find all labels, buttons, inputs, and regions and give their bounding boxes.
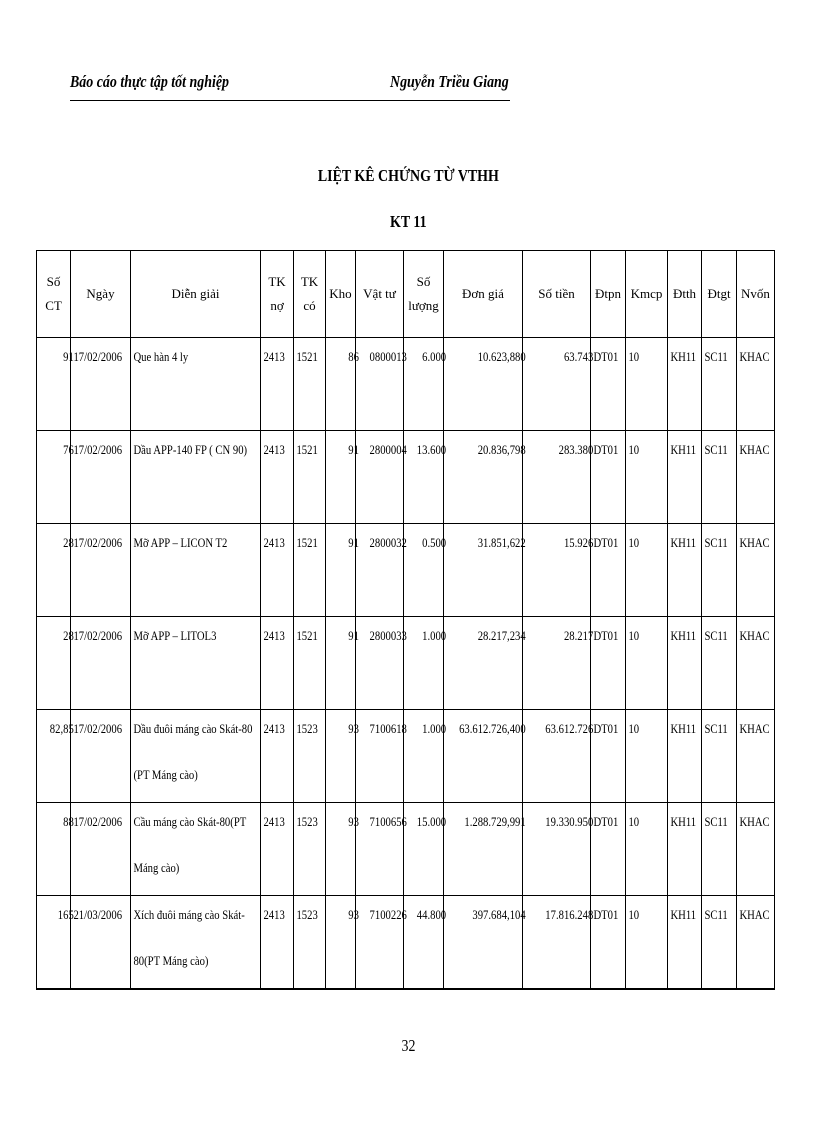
cell-text: 1523 (296, 721, 318, 736)
cell-text: 2413 (263, 721, 285, 736)
cell-text: KH11 (670, 721, 697, 736)
cell-text: KHAC (739, 907, 770, 922)
cell-kho (326, 710, 359, 803)
cell-ngay (71, 803, 131, 896)
cell-dtgt (702, 431, 737, 524)
cell-kho (326, 896, 359, 990)
cell-don-gia (444, 803, 526, 896)
cell-don-gia (444, 710, 526, 803)
cell-dtgt (702, 617, 737, 710)
table-body (37, 338, 775, 990)
cell-text: 10 (628, 628, 640, 643)
cell-dien-giai (131, 338, 261, 431)
document-title (0, 166, 816, 186)
cell-vat-tu (356, 524, 407, 617)
column-header: Đtgt (702, 251, 737, 338)
cell-text: 2413 (263, 628, 285, 643)
cell-text: 2800033 (369, 628, 407, 643)
cell-text: 1521 (296, 442, 318, 457)
cell-text: KHAC (739, 535, 770, 550)
cell-kmcp (626, 431, 668, 524)
cell-text: 10 (628, 442, 640, 457)
cell-text: 2413 (263, 907, 285, 922)
cell-text: 1.288.729,991 (464, 814, 526, 829)
table-row (37, 617, 775, 710)
table-row (37, 524, 775, 617)
cell-text: DT01 (593, 814, 619, 829)
cell-text: 28.217 (564, 628, 594, 643)
cell-text: DT01 (593, 535, 619, 550)
cell-nvon (737, 338, 775, 431)
cell-tk-no (261, 896, 294, 990)
cell-vat-tu (356, 896, 407, 990)
cell-text: 0800013 (369, 349, 407, 364)
cell-text: SC11 (704, 349, 728, 364)
cell-text: 93 (347, 907, 359, 922)
cell-dtgt (702, 338, 737, 431)
cell-don-gia (444, 431, 526, 524)
cell-text: 19.330.950 (545, 814, 594, 829)
cell-text: 28 (62, 628, 74, 643)
cell-text: 91 (347, 535, 359, 550)
column-header: Kmcp (626, 251, 668, 338)
cell-don-gia (444, 896, 526, 990)
cell-so-tien (523, 710, 594, 803)
cell-dtth (668, 896, 702, 990)
cell-text: KHAC (739, 628, 770, 643)
cell-text: KH11 (670, 814, 697, 829)
cell-nvon (737, 524, 775, 617)
cell-dtpn (591, 710, 626, 803)
cell-text: 2413 (263, 442, 285, 457)
cell-text: SC11 (704, 721, 728, 736)
cell-text: SC11 (704, 628, 728, 643)
cell-text: 17/02/2006 (73, 349, 123, 364)
cell-so-luong (404, 896, 447, 990)
cell-ngay (71, 617, 131, 710)
cell-text: DT01 (593, 721, 619, 736)
cell-text: 15.926 (564, 535, 594, 550)
cell-text: 2800032 (369, 535, 407, 550)
cell-so-tien (523, 338, 594, 431)
cell-ngay (71, 524, 131, 617)
page-number (0, 1036, 816, 1056)
cell-vat-tu (356, 617, 407, 710)
cell-so-tien (523, 617, 594, 710)
cell-text: 28.217,234 (477, 628, 526, 643)
cell-text: Que hàn 4 ly (133, 349, 189, 364)
column-header: Ngày (71, 251, 131, 338)
column-header: Số lượng (404, 251, 444, 338)
cell-text: KH11 (670, 628, 697, 643)
cell-text: 63.743 (564, 349, 594, 364)
cell-text: 1.000 (422, 721, 447, 736)
cell-so-ct (37, 524, 74, 617)
cell-so-luong (404, 803, 447, 896)
cell-text: 91 (62, 349, 74, 364)
table-header (37, 251, 775, 338)
column-header: Đtth (668, 251, 702, 338)
cell-text: 2413 (263, 349, 285, 364)
table-header-row (37, 251, 775, 338)
cell-don-gia (444, 617, 526, 710)
cell-vat-tu (356, 338, 407, 431)
cell-text: 1523 (296, 907, 318, 922)
cell-ngay (71, 710, 131, 803)
cell-text: 31.851,622 (477, 535, 526, 550)
cell-text: 86 (347, 349, 359, 364)
cell-kmcp (626, 617, 668, 710)
cell-text: 63.612.726,400 (458, 721, 526, 736)
page-number-text: 32 (401, 1036, 415, 1055)
cell-text: 15.000 (417, 814, 447, 829)
cell-text: 7100618 (369, 721, 407, 736)
cell-dtpn (591, 431, 626, 524)
column-header: Diễn giải (131, 251, 261, 338)
cell-ngay (71, 338, 131, 431)
cell-dtpn (591, 338, 626, 431)
cell-dtth (668, 617, 702, 710)
cell-don-gia (444, 338, 526, 431)
cell-text: 2800004 (369, 442, 407, 457)
voucher-table (36, 250, 775, 990)
column-header: Số CT (37, 251, 71, 338)
cell-so-ct (37, 896, 74, 990)
cell-text: 7100656 (369, 814, 407, 829)
cell-tk-co (294, 338, 326, 431)
cell-text: 1523 (296, 814, 318, 829)
table-row (37, 896, 775, 990)
header-report-title: Báo cáo thực tập tốt nghiệp (70, 72, 229, 91)
cell-so-luong (404, 431, 447, 524)
cell-nvon (737, 803, 775, 896)
cell-tk-no (261, 617, 294, 710)
cell-so-luong (404, 524, 447, 617)
cell-so-luong (404, 338, 447, 431)
cell-text: 1.000 (422, 628, 447, 643)
cell-text: KH11 (670, 442, 697, 457)
document-subtitle-text: KT 11 (389, 212, 427, 231)
column-header: Đtpn (591, 251, 626, 338)
cell-text: 17.816.248 (545, 907, 594, 922)
cell-kmcp (626, 524, 668, 617)
column-header: Vật tư (356, 251, 404, 338)
cell-dtth (668, 431, 702, 524)
cell-text: 397.684,104 (472, 907, 526, 922)
cell-tk-no (261, 524, 294, 617)
cell-kho (326, 617, 359, 710)
cell-so-ct (37, 710, 74, 803)
table-row (37, 431, 775, 524)
cell-ngay (71, 896, 131, 990)
cell-text: 91 (347, 442, 359, 457)
cell-text: 10 (628, 721, 640, 736)
cell-so-tien (523, 896, 594, 990)
cell-text: 13.600 (417, 442, 447, 457)
cell-text: 76 (62, 442, 74, 457)
cell-text: DT01 (593, 349, 619, 364)
cell-nvon (737, 896, 775, 990)
cell-dtpn (591, 803, 626, 896)
cell-text: 44.800 (417, 907, 447, 922)
cell-text: KHAC (739, 814, 770, 829)
column-header: Đơn giá (444, 251, 523, 338)
cell-so-ct (37, 803, 74, 896)
cell-dtgt (702, 710, 737, 803)
cell-dtpn (591, 617, 626, 710)
cell-dien-giai (131, 431, 261, 524)
document-title-text: LIỆT KÊ CHỨNG TỪ VTHH (317, 166, 499, 185)
cell-dtgt (702, 524, 737, 617)
column-header: TK nợ (261, 251, 294, 338)
cell-text: 17/02/2006 (73, 628, 123, 643)
cell-kmcp (626, 338, 668, 431)
cell-text: KH11 (670, 349, 697, 364)
column-header: Kho (326, 251, 356, 338)
cell-text: 82,85 (49, 721, 74, 736)
cell-dtth (668, 338, 702, 431)
cell-text: 93 (347, 814, 359, 829)
cell-dien-giai (131, 617, 261, 710)
cell-text: Dầu APP-140 FP ( CN 90) (133, 442, 248, 457)
cell-tk-no (261, 710, 294, 803)
cell-nvon (737, 710, 775, 803)
column-header: Nvốn (737, 251, 775, 338)
cell-text: 88 (62, 814, 74, 829)
cell-text: 10 (628, 907, 640, 922)
cell-text: DT01 (593, 442, 619, 457)
cell-text: Cầu máng cào Skát-80(PT Máng cào) (133, 814, 247, 875)
cell-text: 17/02/2006 (73, 721, 123, 736)
cell-tk-co (294, 710, 326, 803)
cell-nvon (737, 617, 775, 710)
cell-text: Mỡ APP – LICON T2 (133, 535, 228, 550)
cell-text: 20.836,798 (477, 442, 526, 457)
cell-tk-co (294, 524, 326, 617)
cell-kmcp (626, 803, 668, 896)
cell-vat-tu (356, 803, 407, 896)
cell-dtpn (591, 896, 626, 990)
cell-text: 2413 (263, 814, 285, 829)
cell-dien-giai (131, 896, 261, 990)
cell-so-tien (523, 524, 594, 617)
cell-text: 17/02/2006 (73, 442, 123, 457)
cell-nvon (737, 431, 775, 524)
cell-tk-no (261, 803, 294, 896)
cell-text: KH11 (670, 535, 697, 550)
cell-so-ct (37, 338, 74, 431)
cell-tk-co (294, 896, 326, 990)
cell-text: 10 (628, 349, 640, 364)
cell-text: 1521 (296, 535, 318, 550)
cell-text: 165 (57, 907, 74, 922)
cell-tk-no (261, 431, 294, 524)
cell-kho (326, 524, 359, 617)
cell-text: 21/03/2006 (73, 907, 123, 922)
cell-dtth (668, 803, 702, 896)
cell-text: SC11 (704, 814, 728, 829)
document-subtitle (0, 212, 816, 232)
cell-dien-giai (131, 803, 261, 896)
cell-text: 17/02/2006 (73, 535, 123, 550)
table-row (37, 803, 775, 896)
cell-text: 28 (62, 535, 74, 550)
cell-dien-giai (131, 524, 261, 617)
cell-text: 2413 (263, 535, 285, 550)
cell-text: SC11 (704, 442, 728, 457)
cell-so-luong (404, 617, 447, 710)
cell-text: 93 (347, 721, 359, 736)
cell-ngay (71, 431, 131, 524)
cell-text: Mỡ APP – LITOL3 (133, 628, 217, 643)
cell-text: 1521 (296, 349, 318, 364)
cell-so-luong (404, 710, 447, 803)
cell-text: 91 (347, 628, 359, 643)
header-author: Nguyễn Triều Giang (390, 72, 509, 91)
cell-text: 10 (628, 535, 640, 550)
cell-text: Dầu đuôi máng cào Skát-80 (PT Máng cào) (133, 721, 253, 782)
cell-dtth (668, 710, 702, 803)
cell-text: 0.500 (422, 535, 447, 550)
cell-text: SC11 (704, 535, 728, 550)
cell-dtgt (702, 803, 737, 896)
cell-kho (326, 338, 359, 431)
cell-text: 10 (628, 814, 640, 829)
column-header: TK có (294, 251, 326, 338)
page-header (70, 70, 510, 101)
cell-dtth (668, 524, 702, 617)
cell-so-tien (523, 803, 594, 896)
column-header: Số tiền (523, 251, 591, 338)
cell-text: 17/02/2006 (73, 814, 123, 829)
cell-kho (326, 431, 359, 524)
cell-text: KH11 (670, 907, 697, 922)
cell-kho (326, 803, 359, 896)
cell-text: KHAC (739, 349, 770, 364)
cell-vat-tu (356, 431, 407, 524)
cell-so-tien (523, 431, 594, 524)
cell-dtpn (591, 524, 626, 617)
cell-kmcp (626, 896, 668, 990)
cell-text: DT01 (593, 628, 619, 643)
cell-tk-co (294, 617, 326, 710)
cell-text: Xích đuôi máng cào Skát-80(PT Máng cào) (133, 907, 245, 968)
cell-text: 10.623,880 (477, 349, 526, 364)
cell-tk-co (294, 803, 326, 896)
cell-text: 7100226 (369, 907, 407, 922)
cell-text: DT01 (593, 907, 619, 922)
cell-text: 6.000 (422, 349, 447, 364)
table-row (37, 338, 775, 431)
cell-text: SC11 (704, 907, 728, 922)
cell-dien-giai (131, 710, 261, 803)
table-row (37, 710, 775, 803)
cell-text: KHAC (739, 721, 770, 736)
cell-tk-co (294, 431, 326, 524)
cell-text: 1521 (296, 628, 318, 643)
cell-so-ct (37, 617, 74, 710)
cell-text: KHAC (739, 442, 770, 457)
cell-text: 63.612.726 (545, 721, 594, 736)
cell-dtgt (702, 896, 737, 990)
cell-kmcp (626, 710, 668, 803)
cell-so-ct (37, 431, 74, 524)
cell-tk-no (261, 338, 294, 431)
cell-don-gia (444, 524, 526, 617)
cell-vat-tu (356, 710, 407, 803)
cell-text: 283.380 (558, 442, 594, 457)
